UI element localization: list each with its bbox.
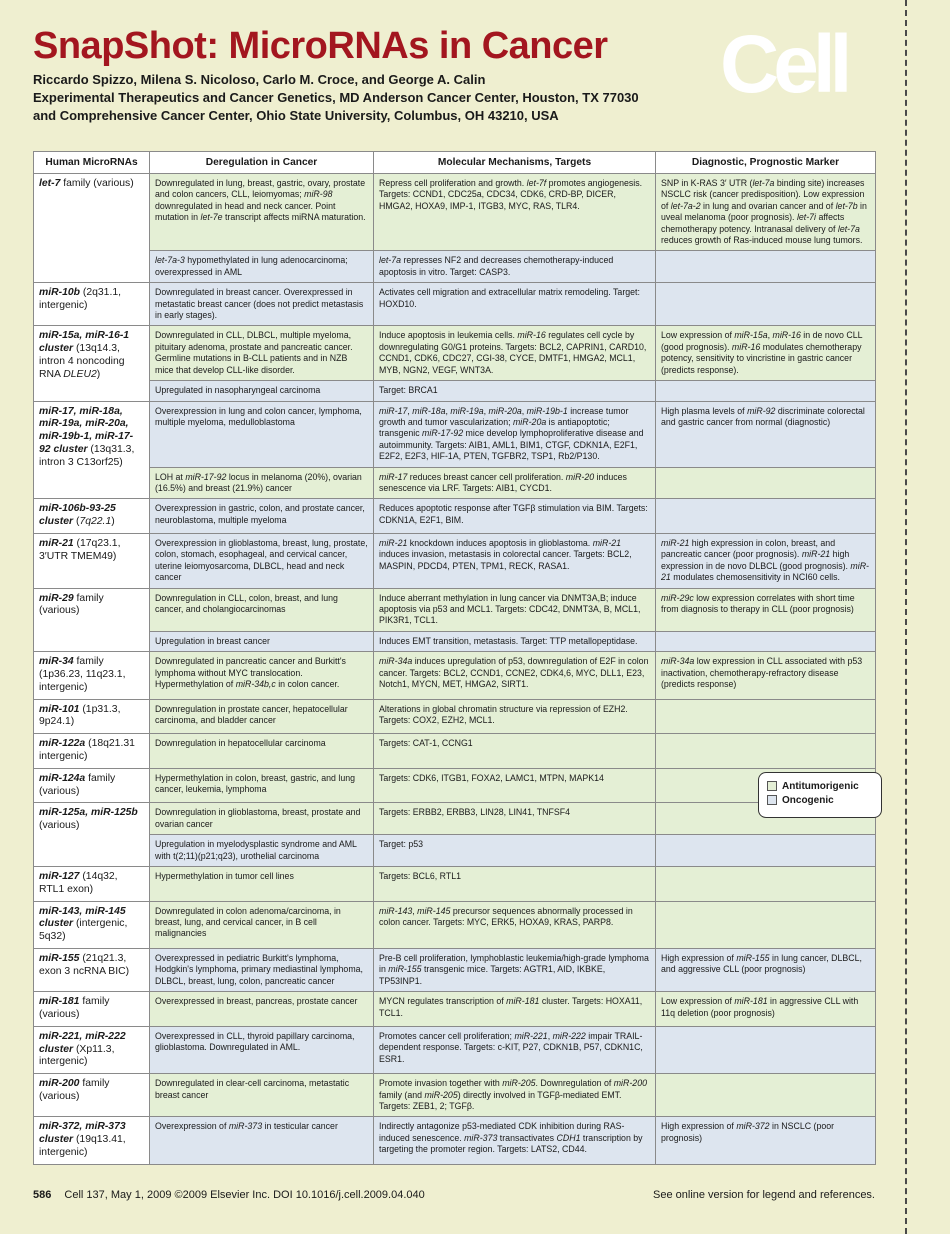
deregulation-cell: Downregulation in glioblastoma, breast, prostate and ovarian cancer (150, 803, 374, 835)
deregulation-cell: Overexpression in gastric, colon, and prostate cancer, neuroblastoma, multiple myeloma (150, 499, 374, 534)
legend-label: Oncogenic (782, 794, 834, 806)
deregulation-cell: Downregulation in hepatocellular carcinoma (150, 734, 374, 769)
mirna-name-cell: miR-17, miR-18a, miR-19a, miR-20a, miR-19b-1, miR-17-92 cluster (13q31.3, intron 3 C13orf25) (34, 401, 150, 499)
table-row (34, 835, 876, 867)
table-row (34, 174, 876, 251)
table-row (34, 1074, 876, 1117)
deregulation-cell: let-7a-3 hypomethylated in lung adenocarcinoma; overexpressed in AML (150, 251, 374, 283)
marker-cell (656, 631, 876, 651)
mechanism-cell: Targets: CDK6, ITGB1, FOXA2, LAMC1, MTPN, MAPK14 (374, 768, 656, 803)
deregulation-cell: Upregulation in myelodysplastic syndrome and AML with t(2;11)(p21;q23), urothelial carcinoma (150, 835, 374, 867)
marker-cell: miR-34a low expression in CLL associated with p53 inactivation, chemotherapy-refractory disease (predicts response) (656, 652, 876, 699)
mirna-name-cell: miR-21 (17q23.1, 3′UTR TMEM49) (34, 533, 150, 588)
marker-cell (656, 283, 876, 326)
footer-note: See online version for legend and references. (653, 1189, 875, 1201)
table-row (34, 381, 876, 401)
author-block (33, 71, 713, 125)
marker-cell (656, 835, 876, 867)
deregulation-cell: Downregulated in pancreatic cancer and Burkitt's lymphoma without MYC translocation. Hypermethylation of miR-34b,c in colon cancer. (150, 652, 374, 699)
deregulation-cell: Hypermethylation in tumor cell lines (150, 866, 374, 901)
deregulation-cell: Overexpressed in pediatric Burkitt's lymphoma, Hodgkin's lymphoma, primary mediastinal lymphoma, DLBCL, breast, lung, colon, pancreatic cancer (150, 948, 374, 991)
marker-cell: Low expression of miR-181 in aggressive CLL with 11q deletion (poor prognosis) (656, 992, 876, 1027)
mechanism-cell: Targets: CAT-1, CCNG1 (374, 734, 656, 769)
table-row (34, 401, 876, 467)
column-header: Molecular Mechanisms, Targets (374, 152, 656, 174)
mirna-name-cell: miR-127 (14q32, RTL1 exon) (34, 866, 150, 901)
legend-label: Antitumorigenic (782, 780, 859, 792)
table-row (34, 901, 876, 948)
mechanism-cell: miR-34a induces upregulation of p53, downregulation of E2F in colon cancer. Targets: BCL2, CCND1, CCNE2, CDK4,6, MYC, DLL1, E23, Notch1, MYCN, MET, HMGA2, SIRT1. (374, 652, 656, 699)
marker-cell: Low expression of miR-15a, miR-16 in de novo CLL (good prognosis). miR-16 modulates chemotherapy potency, sensitivity to vincristine in gastric cancer (predicts response). (656, 326, 876, 381)
deregulation-cell: Downregulated in CLL, DLBCL, multiple myeloma, pituitary adenoma, prostate and pancreatic cancer. Germline mutations in B-CLL patients and in NZB mice that develop CLL-like disorder. (150, 326, 374, 381)
column-header: Human MicroRNAs (34, 152, 150, 174)
mechanism-cell: Reduces apoptotic response after TGFβ stimulation via BIM. Targets: CDKN1A, E2F1, BIM. (374, 499, 656, 534)
deregulation-cell: Downregulated in colon adenoma/carcinoma, in breast, lung, and cervical cancer, in B cell malignancies (150, 901, 374, 948)
table-row (34, 467, 876, 499)
mirna-name-cell: miR-101 (1p31.3, 9p24.1) (34, 699, 150, 734)
mirna-name-cell: miR-124a family (various) (34, 768, 150, 803)
mechanism-cell: Targets: ERBB2, ERBB3, LIN28, LIN41, TNFSF4 (374, 803, 656, 835)
mirna-name-cell: miR-15a, miR-16-1 cluster (13q14.3, intron 4 noncoding RNA DLEU2) (34, 326, 150, 401)
page-number: 586 (33, 1189, 52, 1201)
deregulation-cell: Downregulated in clear-cell carcinoma, metastatic breast cancer (150, 1074, 374, 1117)
marker-cell (656, 499, 876, 534)
mirna-name-cell: miR-34 family (1p36.23, 11q23.1, intergenic) (34, 652, 150, 699)
marker-cell (656, 381, 876, 401)
mechanism-cell: miR-17, miR-18a, miR-19a, miR-20a, miR-19b-1 increase tumor growth and tumor vascularization; miR-20a is antiapoptotic; transgenic miR-17-92 mice develop lymphoproliferative disease and autoimmunity. Targets: AIB1, AML1, BIM1, CTGF, CDKN1A, E2F1, E2F2, E2F3, HIF-1A, PTEN, TGFBR2, TSP1, Rb2/P130. (374, 401, 656, 467)
legend-item-antitumorigenic (767, 779, 873, 793)
deregulation-cell: LOH at miR-17-92 locus in melanoma (20%), ovarian (16.5%) and breast (21.9%) cancer (150, 467, 374, 499)
table-row (34, 1026, 876, 1073)
mechanism-cell: Promotes cancer cell proliferation; miR-221, miR-222 impair TRAIL-dependent response. Targets: c-KIT, P27, CDKN1B, P57, CDKN1C, ESR1. (374, 1026, 656, 1073)
mechanism-cell: miR-143, miR-145 precursor sequences abnormally processed in colon cancer. Targets: MYC, ERK5, HOXA9, KRAS, PARP8. (374, 901, 656, 948)
mirna-table (33, 151, 876, 1165)
marker-cell (656, 866, 876, 901)
mirna-name-cell: miR-221, miR-222 cluster (Xp11.3, intergenic) (34, 1026, 150, 1073)
mechanism-cell: Target: BRCA1 (374, 381, 656, 401)
marker-cell (656, 467, 876, 499)
table-row (34, 499, 876, 534)
mechanism-cell: let-7a represses NF2 and decreases chemotherapy-induced apoptosis in vitro. Target: CASP3. (374, 251, 656, 283)
cut-line (905, 0, 907, 1234)
deregulation-cell: Overexpression in glioblastoma, breast, lung, prostate, colon, stomach, esophageal, and cervical cancer, uterine leiomyosarcoma, DLBCL, head and neck cancer (150, 533, 374, 588)
mechanism-cell: Promote invasion together with miR-205. Downregulation of miR-200 family (and miR-205) directly involved in TGFβ-mediated EMT. Targets: ZEB1, 2; TGFβ. (374, 1074, 656, 1117)
table-row (34, 251, 876, 283)
antitumorigenic-swatch (767, 781, 777, 791)
deregulation-cell: Downregulation in prostate cancer, hepatocellular carcinoma, and bladder cancer (150, 699, 374, 734)
deregulation-cell: Upregulation in breast cancer (150, 631, 374, 651)
deregulation-cell: Overexpressed in breast, pancreas, prostate cancer (150, 992, 374, 1027)
mechanism-cell: miR-21 knockdown induces apoptosis in glioblastoma. miR-21 induces invasion, metastasis in colorectal cancer. Targets: BCL2, MASPIN, PDCD4, PTEN, TPM1, RECK, RASA1. (374, 533, 656, 588)
table-row (34, 533, 876, 588)
deregulation-cell: Hypermethylation in colon, breast, gastric, and lung cancer, leukemia, lymphoma (150, 768, 374, 803)
table-row (34, 652, 876, 699)
column-header: Diagnostic, Prognostic Marker (656, 152, 876, 174)
cell-logo: Cell (720, 19, 847, 110)
footer-left (33, 1189, 425, 1201)
marker-cell: miR-21 high expression in colon, breast, and pancreatic cancer (poor prognosis). miR-21 high expression in de novo DLBCL (good prognosis). miR-21 modulates chemosensitivity in NCI60 cells. (656, 533, 876, 588)
mirna-name-cell: miR-372, miR-373 cluster (19q13.41, intergenic) (34, 1117, 150, 1164)
deregulation-cell: Downregulated in lung, breast, gastric, ovary, prostate and colon cancers, CLL, leiomyomas; miR-98 downregulated in head and neck cancer. Point mutation in let-7e transcript affects miRNA maturation. (150, 174, 374, 251)
marker-cell: SNP in K-RAS 3′ UTR (let-7a binding site) increases NSCLC risk (cancer predisposition). Low expression of let-7a-2 in lung and ovarian cancer and of let-7b in uveal melanoma (poor prognosis). let-7i affects chemotherapy potency. Intranasal delivery of let-7a reduces growth of Ras-induced mouse lung tumors. (656, 174, 876, 251)
deregulation-cell: Downregulation in CLL, colon, breast, and lung cancer, and cholangiocarcinomas (150, 588, 374, 631)
table-row (34, 326, 876, 381)
mechanism-cell: miR-17 reduces breast cancer cell proliferation. miR-20 induces senescence via LRF. Targets: AIB1, CYCD1. (374, 467, 656, 499)
mirna-name-cell: miR-200 family (various) (34, 1074, 150, 1117)
deregulation-cell: Overexpression in lung and colon cancer, lymphoma, multiple myeloma, medulloblastoma (150, 401, 374, 467)
mirna-name-cell: miR-122a (18q21.31 intergenic) (34, 734, 150, 769)
citation: Cell 137, May 1, 2009 ©2009 Elsevier Inc. DOI 10.1016/j.cell.2009.04.040 (64, 1189, 425, 1201)
authors: Riccardo Spizzo, Milena S. Nicoloso, Carlo M. Croce, and George A. Calin (33, 72, 486, 87)
marker-cell: miR-29c low expression correlates with short time from diagnosis to therapy in CLL (poor prognosis) (656, 588, 876, 631)
table-row (34, 1117, 876, 1164)
mechanism-cell: Alterations in global chromatin structure via repression of EZH2. Targets: COX2, EZH2, MCL1. (374, 699, 656, 734)
marker-cell (656, 699, 876, 734)
mechanism-cell: Pre-B cell proliferation, lymphoblastic leukemia/high-grade lymphoma in miR-155 transgenic mice. Targets: AGTR1, AID, IKBKE, TP53INP1. (374, 948, 656, 991)
table-row (34, 283, 876, 326)
table-row (34, 948, 876, 991)
mechanism-cell: Targets: BCL6, RTL1 (374, 866, 656, 901)
table-body (34, 174, 876, 1165)
mirna-name-cell: miR-143, miR-145 cluster (intergenic, 5q32) (34, 901, 150, 948)
mirna-name-cell: miR-181 family (various) (34, 992, 150, 1027)
deregulation-cell: Overexpressed in CLL, thyroid papillary carcinoma, glioblastoma. Downregulated in AML. (150, 1026, 374, 1073)
mechanism-cell: Indirectly antagonize p53-mediated CDK inhibition during RAS-induced senescence. miR-373 transactivates CDH1 transcription by targeting the promoter region. Targets: LATS2, CD44. (374, 1117, 656, 1164)
deregulation-cell: Overexpression of miR-373 in testicular cancer (150, 1117, 374, 1164)
table-row (34, 768, 876, 803)
marker-cell (656, 1026, 876, 1073)
table-row (34, 588, 876, 631)
table-row (34, 866, 876, 901)
marker-cell (656, 901, 876, 948)
marker-cell (656, 251, 876, 283)
mirna-name-cell: miR-106b-93-25 cluster (7q22.1) (34, 499, 150, 534)
table-row (34, 699, 876, 734)
affiliation-1: Experimental Therapeutics and Cancer Genetics, MD Anderson Cancer Center, Houston, TX 77030 (33, 90, 639, 105)
affiliation-2: and Comprehensive Cancer Center, Ohio State University, Columbus, OH 43210, USA (33, 108, 559, 123)
table-header-row (34, 152, 876, 174)
table-row (34, 734, 876, 769)
mirna-name-cell: let-7 family (various) (34, 174, 150, 283)
deregulation-cell: Upregulated in nasopharyngeal carcinoma (150, 381, 374, 401)
mechanism-cell: Target: p53 (374, 835, 656, 867)
mechanism-cell: Induces EMT transition, metastasis. Target: TTP metallopeptidase. (374, 631, 656, 651)
column-header: Deregulation in Cancer (150, 152, 374, 174)
marker-cell (656, 1074, 876, 1117)
marker-cell (656, 734, 876, 769)
marker-cell: High expression of miR-155 in lung cancer, DLBCL, and aggressive CLL (poor prognosis) (656, 948, 876, 991)
table-row (34, 803, 876, 835)
mirna-name-cell: miR-10b (2q31.1, intergenic) (34, 283, 150, 326)
deregulation-cell: Downregulated in breast cancer. Overexpressed in metastatic breast cancer (does not predict metastasis in early stages). (150, 283, 374, 326)
legend-item-oncogenic (767, 793, 873, 807)
mirna-name-cell: miR-155 (21q21.3, exon 3 ncRNA BIC) (34, 948, 150, 991)
color-legend (758, 772, 882, 818)
mechanism-cell: MYCN regulates transcription of miR-181 cluster. Targets: HOXA11, TCL1. (374, 992, 656, 1027)
page-footer (33, 1189, 875, 1201)
table-row (34, 631, 876, 651)
oncogenic-swatch (767, 795, 777, 805)
mechanism-cell: Activates cell migration and extracellular matrix remodeling. Target: HOXD10. (374, 283, 656, 326)
mechanism-cell: Repress cell proliferation and growth. let-7f promotes angiogenesis. Targets: CCND1, CDC25a, CDC34, CDK6, CRD-BP, DICER, HMGA2, HOXA9, IMP-1, ITGB3, MYC, RAS, TLR4. (374, 174, 656, 251)
page-title: SnapShot: MicroRNAs in Cancer (33, 25, 608, 67)
mirna-name-cell: miR-29 family (various) (34, 588, 150, 652)
mechanism-cell: Induce aberrant methylation in lung cancer via DNMT3A,B; induce apoptosis via p53 and MCL1. Targets: CDC42, DNMT3A, B, MCL1, PIK3R1, TCL1. (374, 588, 656, 631)
mechanism-cell: Induce apoptosis in leukemia cells. miR-16 regulates cell cycle by downregulating G0/G1 proteins. Targets: BCL2, CAPRIN1, CARD10, CCND1, CDK6, CDC27, CGI-38, CYCE, DMTF1, HMGA2, MCL1, MYB, NGN2, VEGF, WNT3A. (374, 326, 656, 381)
mirna-name-cell: miR-125a, miR-125b (various) (34, 803, 150, 867)
table-row (34, 992, 876, 1027)
marker-cell: High plasma levels of miR-92 discriminate colorectal and gastric cancer from normal (diagnostic) (656, 401, 876, 467)
marker-cell: High expression of miR-372 in NSCLC (poor prognosis) (656, 1117, 876, 1164)
